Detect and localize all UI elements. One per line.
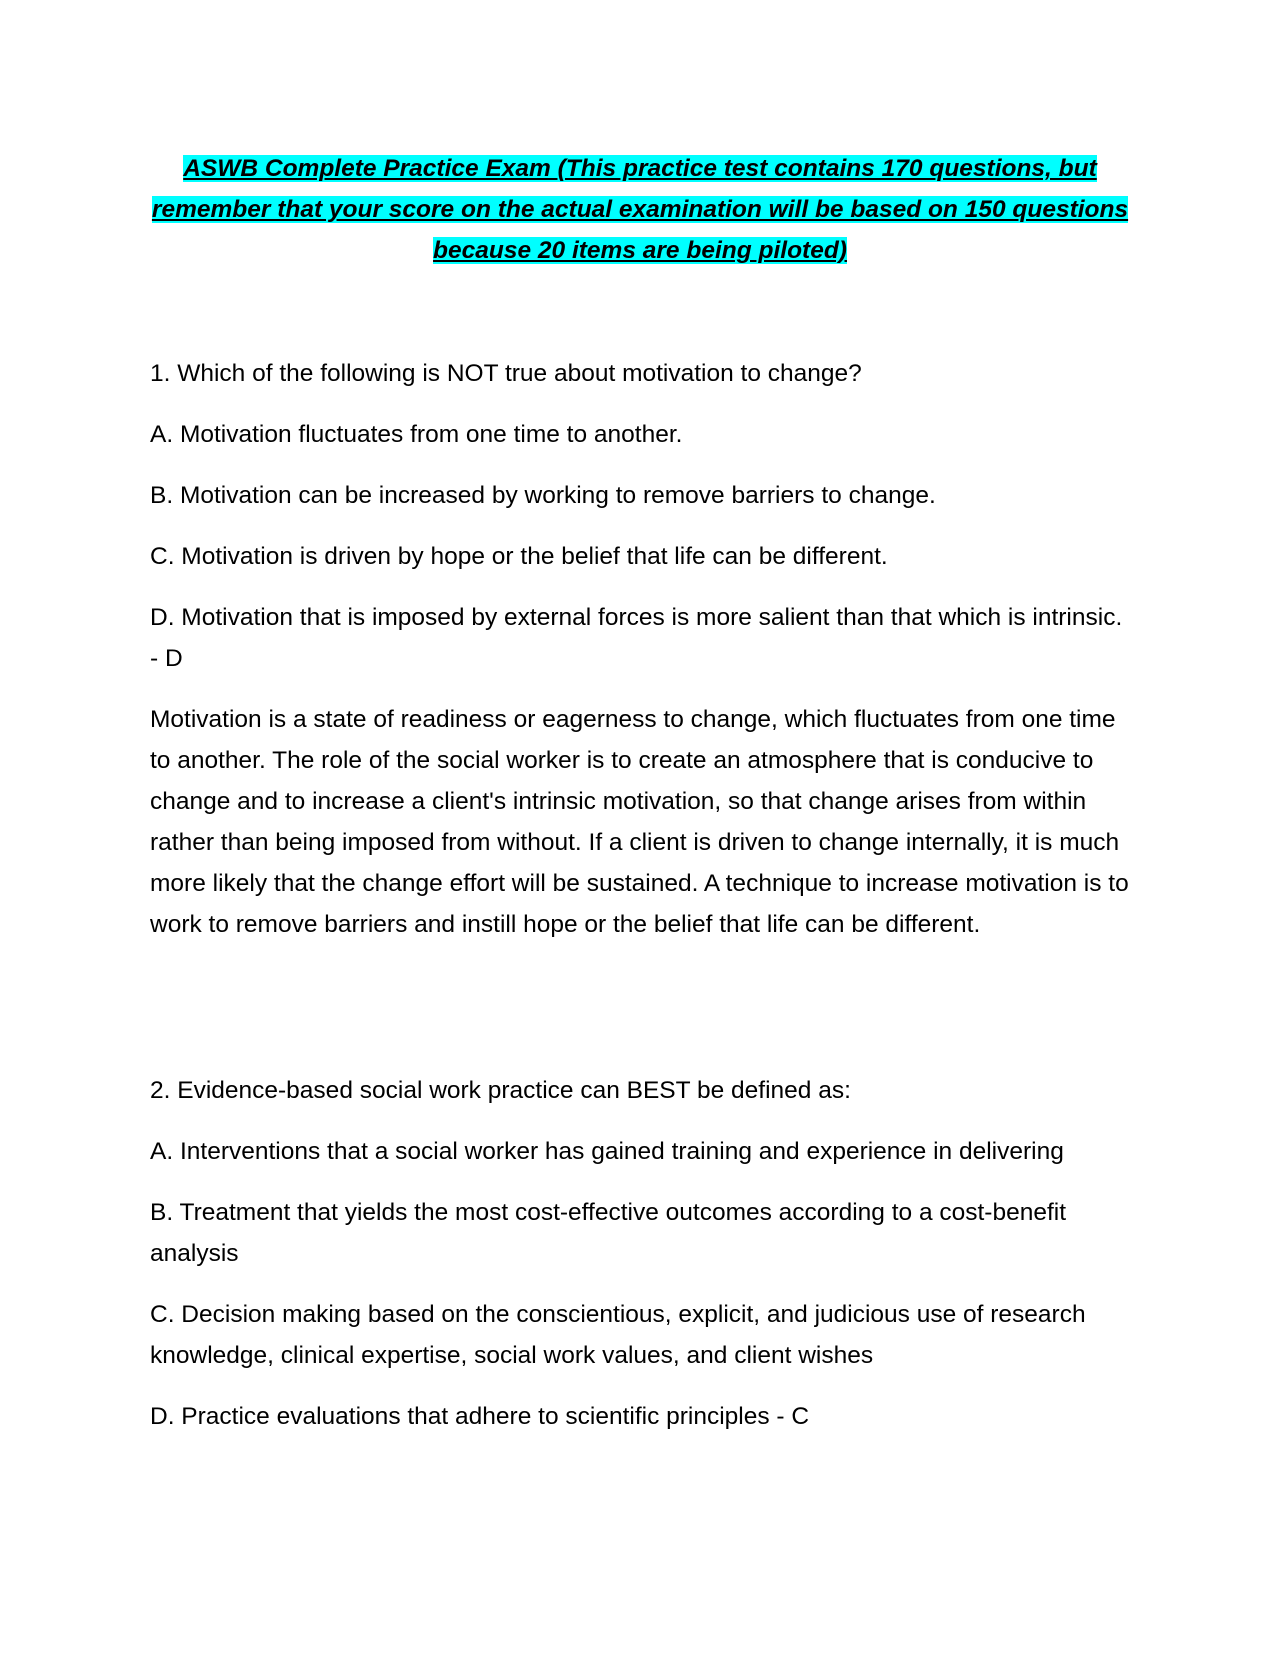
question-1-stem: 1. Which of the following is NOT true about motivation to change? [150, 360, 862, 387]
question-2-option-b: B. Treatment that yields the most cost-effective outcomes according to a cost-benefit analysis [150, 1199, 1067, 1267]
question-1-option-c: C. Motivation is driven by hope or the belief that life can be different. [150, 543, 888, 570]
question-1-option-a: A. Motivation fluctuates from one time to another. [150, 421, 683, 448]
question-2-option-d: D. Practice evaluations that adhere to scientific principles - C [150, 1403, 810, 1430]
question-2-option-c: C. Decision making based on the conscientious, explicit, and judicious use of research knowledge, clinical expertise, social work values, and client wishes [150, 1301, 1086, 1369]
question-1-option-d: D. Motivation that is imposed by external forces is more salient than that which is intrinsic. - D [150, 604, 1123, 672]
question-1 [150, 353, 1130, 965]
document-title-text: ASWB Complete Practice Exam (This practice test contains 170 questions, but remember that your score on the actual examination will be based on 150 questions because 20 items are being piloted) [151, 155, 1129, 264]
question-2 [150, 1070, 1130, 1457]
question-2-option-a: A. Interventions that a social worker has gained training and experience in delivering [150, 1138, 1064, 1165]
question-2-stem: 2. Evidence-based social work practice can BEST be defined as: [150, 1077, 851, 1104]
question-1-option-b: B. Motivation can be increased by working to remove barriers to change. [150, 482, 936, 509]
question-1-explanation: Motivation is a state of readiness or eagerness to change, which fluctuates from one time to another. The role of the social worker is to create an atmosphere that is conducive to change and to increase a client's intrinsic motivation, so that change arises from within rather than being imposed from without. If a client is driven to change internally, it is much more likely that the change effort will be sustained. A technique to increase motivation is to work to remove barriers and instill hope or the belief that life can be different. [150, 706, 1129, 938]
document-title [150, 148, 1130, 271]
